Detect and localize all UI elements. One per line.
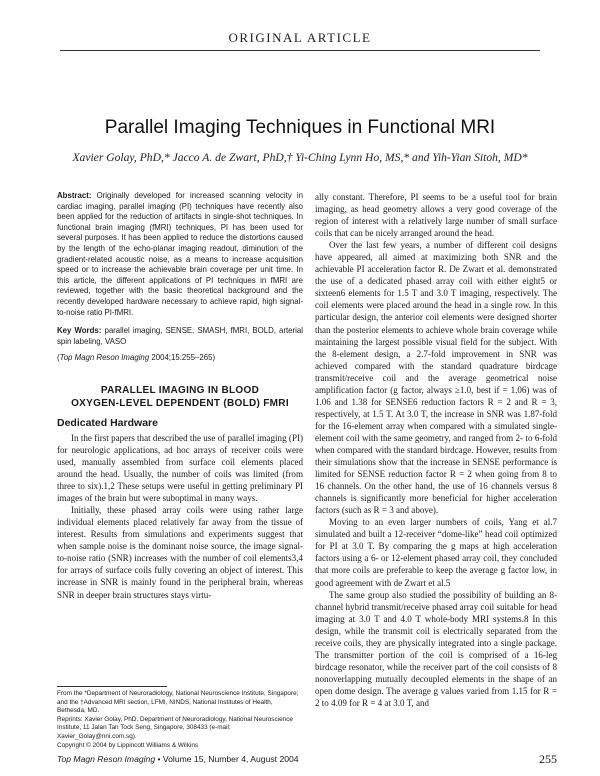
- citation: (Top Magn Reson Imaging 2004;15:255–265): [57, 353, 216, 363]
- keywords: [57, 326, 303, 347]
- footnote-rule: [57, 686, 167, 687]
- abstract-label: Abstract:: [57, 191, 92, 200]
- abstract: [57, 191, 303, 318]
- section-heading-line1: PARALLEL IMAGING IN BLOOD: [100, 384, 260, 396]
- footnote-reprints: Reprints: Xavier Golay, PhD, Department of Neuroradiology, National Neuroscience Institute, 11 Jalan Tan Tock Seng, Singapore, 308433 (e-mail: Xavier_Golay@nni.com.sg).: [57, 715, 293, 740]
- left-column: [57, 191, 303, 601]
- footnotes: [57, 690, 303, 750]
- body-paragraph: Over the last few years, a number of different coil designs have appeared, all aimed at maximizing both SNR and the achievable PI acceleration factor R. De Zwart et al. demonstrated the use of a dedicated phased array coil with either eight5 or sixteen6 elements for 1.5 T and 3.0 T imaging, respectively. The coil elements were placed around the head in a single row. In this particular design, the anterior coil elements were designed shorter than the posterior elements to achieve whole brain coverage while maintaining the largest possible visual field for the subject. With the 8-element design, a 2.7-fold improvement in SNR was achieved compared with the standard quadrature birdcage transmit/receive coil and the average geometrical noise amplification factor (g factor, always ≥1.0, best if = 1.06) was of 1.06 and 1.38 for SENSE6 reduction factors R = 2 and R = 3, respectively, at 1.5 T. At 3.0 T, the increase in SNR was 1.87-fold for the 16-element array when compared with a simulated single-element coil with the same geometry, and ranged from 2- to 6-fold when compared with the standard birdcage. However, results from their simulations show that the increase in SENSE performance is limited for SENSE reduction factor R = 2 when going from 8 to 16 channels. On the other hand, the use of 16 channels versus 8 channels is significantly more beneficial for higher acceleration factors (such as R = 3 and above).: [315, 240, 557, 516]
- citation-details: 2004;15:255–265: [151, 353, 213, 363]
- abstract-text: Originally developed for increased scanning velocity in cardiac imaging, parallel imaging (PI) techniques have recently also been applied for the reduction of artifacts in single-shot techniques. In functional brain imaging (fMRI) techniques, PI has been used for several purposes. It has been applied to reduce the distortions caused by the length of the echo-planar imaging readout, diminution of the gradient-related acoustic noise, as a means to increase acquisition speed or to increase the achievable brain coverage per unit time. In this article, the different applications of PI techniques in fMRI are reviewed, together with the basic theoretical background and the recently developed hardware necessary to achieve rapid, high signal-to-noise ratio PI-fMRI.: [57, 191, 303, 317]
- footnote-copyright: Copyright © 2004 by Lippincott Williams & Wilkins: [57, 741, 199, 749]
- right-column: [315, 191, 557, 709]
- section-heading-line2: OXYGEN-LEVEL DEPENDENT (BOLD) FMRI: [71, 397, 289, 409]
- body-paragraph: In the first papers that described the use of parallel imaging (PI) for neurologic applications, ad hoc arrays of receiver coils were used, manually assembled from surface coil elements placed around the head. Usually, the number of coils was limited (from three to six).1,2 These setups were useful in getting preliminary PI images of the brain but were suboptimal in many ways.: [57, 432, 303, 504]
- page-number: 255: [539, 752, 557, 766]
- section-heading: [57, 384, 303, 410]
- header-rule: [60, 50, 540, 51]
- keywords-label: Key Words:: [57, 326, 102, 336]
- subheading-dedicated-hardware: Dedicated Hardware: [57, 416, 158, 429]
- keywords-text: parallel imaging, SENSE, SMASH, fMRI, BOLD, arterial spin labeling, VASO: [57, 326, 303, 346]
- footer-issue: • Volume 15, Number 4, August 2004: [155, 754, 299, 764]
- body-paragraph: Initially, these phased array coils were using rather large individual elements placed relatively far away from the tissue of interest. Results from simulations and experiments suggest that when sample noise is the dominant noise source, the image signal-to-noise ratio (SNR) increases with the number of coil elements3,4 for arrays of surface coils fully covering an object of interest. This increase in SNR is mainly found in the peripheral brain, whereas SNR in deeper brain structures stays virtu-: [57, 505, 303, 600]
- footnote-affiliation: From the *Department of Neuroradiology, National Neuroscience Institute, Singapore; and the †Advanced MRI section, LFMI, NINDS, National Institutes of Health, Bethesda, MD.: [57, 690, 299, 715]
- body-paragraph: ally constant. Therefore, PI seems to be a useful tool for brain imaging, as head geometry allows a very good coverage of the region of interest with a relatively large number of small surface coils that can be nicely arranged around the head.: [315, 192, 557, 239]
- article-title: Parallel Imaging Techniques in Functional MRI: [104, 117, 496, 138]
- citation-journal: Top Magn Reson Imaging: [59, 353, 150, 363]
- section-label: ORIGINAL ARTICLE: [228, 30, 372, 45]
- article-authors: Xavier Golay, PhD,* Jacco A. de Zwart, PhD,† Yi-Ching Lynn Ho, MS,* and Yih-Yian Sitoh, MD*: [72, 151, 528, 164]
- footer-journal-info: [57, 754, 299, 764]
- body-paragraph: The same group also studied the possibility of building an 8-channel hybrid transmit/receive phased array coil suitable for head imaging at 3.0 T and 4.0 T whole-body MRI systems.8 In this design, while the transmit coil is electrically separated from the receive coils, they are physically integrated into a single package. The transmitter portion of the coil is comprised of a 16-leg birdcage resonator, while the receiver part of the coil consists of 8 nonoverlapping mutually decoupled elements in the shape of an open dome design. The average g values varied from 1.15 for R = 2 to 4.09 for R = 4 at 3.0 T, and: [315, 589, 557, 708]
- body-paragraph: Moving to an even larger numbers of coils, Yang et al.7 simulated and built a 12-receiver “dome-like” head coil optimized for PI at 3.0 T. By comparing the g maps at high acceleration factors using a 6- or 12-element phased array coil, they concluded that more coils are preferable to keep the average g factor low, in good agreement with de Zwart et al.5: [315, 517, 557, 588]
- footer-journal-name: Top Magn Reson Imaging: [57, 754, 156, 764]
